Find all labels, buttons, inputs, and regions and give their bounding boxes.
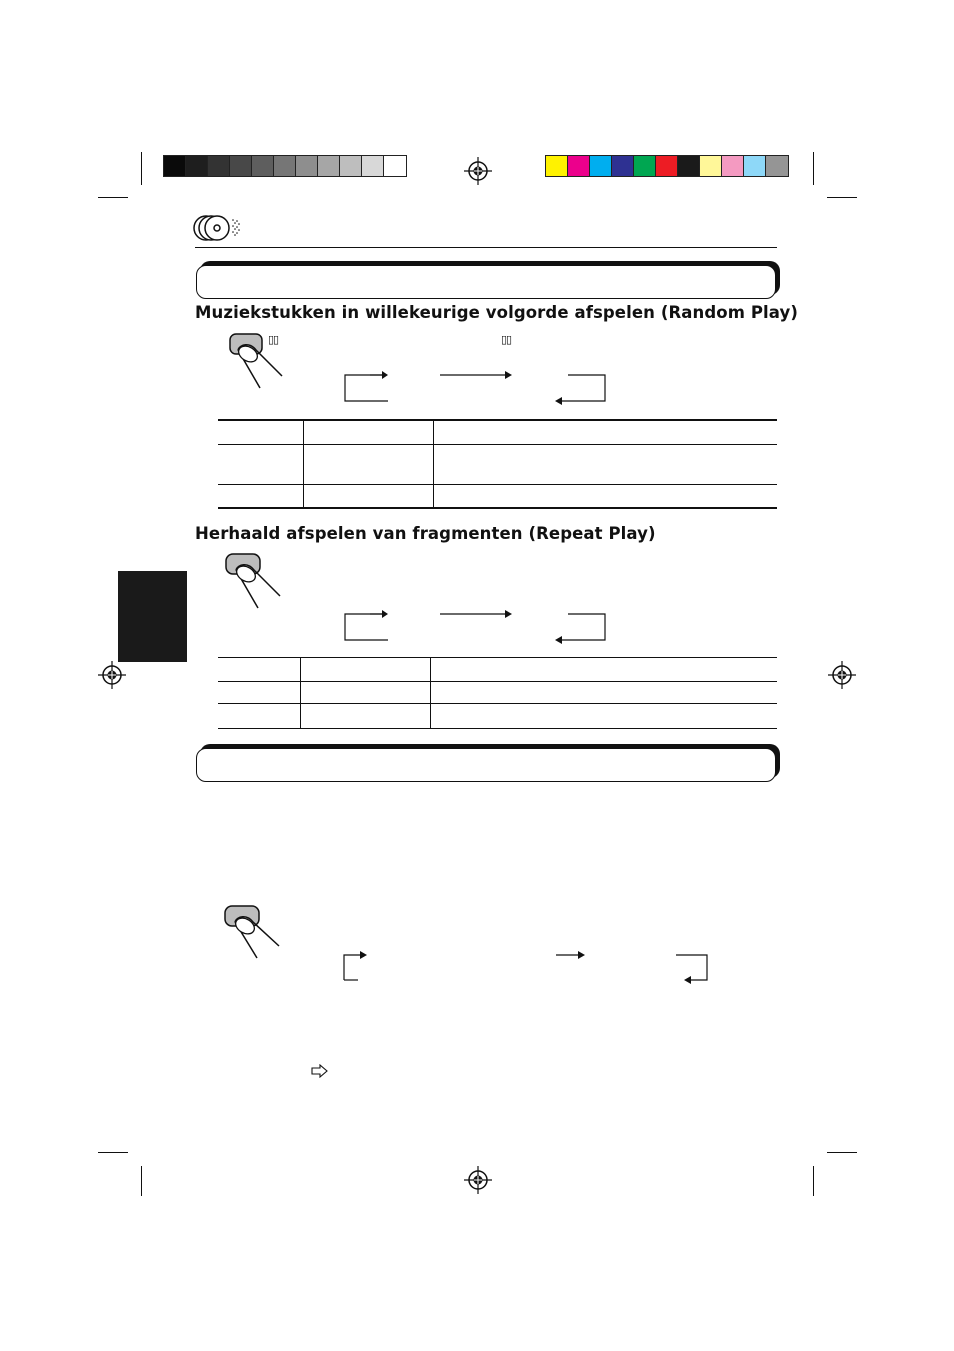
crop-mark: [827, 1152, 857, 1153]
grayscale-swatch: [164, 156, 186, 176]
color-swatch: [612, 156, 634, 176]
display-glyph: ▯▯: [501, 333, 512, 346]
crop-mark: [813, 1166, 814, 1196]
color-swatch: [766, 156, 788, 176]
crop-mark: [98, 197, 128, 198]
repeat-play-table: [218, 657, 777, 729]
grayscale-swatch: [274, 156, 296, 176]
color-swatch: [590, 156, 612, 176]
color-swatch: [722, 156, 744, 176]
mode-cycle-diagram: [340, 365, 612, 409]
grayscale-swatch: [318, 156, 340, 176]
crosshair-registration-mark-icon: [464, 1166, 492, 1194]
color-swatch: [546, 156, 568, 176]
grayscale-swatch: [230, 156, 252, 176]
hollow-right-arrow-icon: [311, 1064, 329, 1078]
color-swatch: [744, 156, 766, 176]
finger-pressing-button-icon: [222, 550, 288, 612]
finger-pressing-button-icon: [226, 330, 288, 392]
section-title-box: [196, 265, 776, 299]
color-swatch: [678, 156, 700, 176]
color-swatch: [634, 156, 656, 176]
crosshair-registration-mark-icon: [828, 661, 856, 689]
grayscale-swatch: [362, 156, 384, 176]
color-swatch: [700, 156, 722, 176]
color-swatch: [568, 156, 590, 176]
finger-pressing-button-icon: [221, 902, 287, 962]
crop-mark: [141, 1166, 142, 1196]
crosshair-registration-mark-icon: [464, 157, 492, 185]
grayscale-swatch: [384, 156, 406, 176]
grayscale-swatch: [208, 156, 230, 176]
color-swatch: [656, 156, 678, 176]
random-play-table: [218, 419, 777, 509]
section-title-box: [196, 748, 776, 782]
header-rule: [195, 247, 777, 248]
crop-mark: [827, 197, 857, 198]
mode-cycle-diagram: [340, 604, 612, 648]
language-side-tab: [118, 571, 187, 662]
random-play-heading: Muziekstukken in willekeurige volgorde afspelen (Random Play): [195, 303, 799, 322]
color-calibration-bar: [545, 155, 789, 177]
crop-mark: [813, 152, 814, 185]
crop-mark: [98, 1152, 128, 1153]
mode-cycle-diagram: [338, 946, 712, 986]
button-glyph: ▯▯: [268, 333, 279, 346]
cd-stack-icon: [193, 212, 249, 244]
crop-mark: [141, 152, 142, 185]
grayscale-swatch: [296, 156, 318, 176]
grayscale-swatch: [252, 156, 274, 176]
repeat-play-heading: Herhaald afspelen van fragmenten (Repeat Play): [195, 524, 656, 543]
grayscale-swatch: [340, 156, 362, 176]
crosshair-registration-mark-icon: [98, 661, 126, 689]
grayscale-swatch: [186, 156, 208, 176]
grayscale-calibration-bar: [163, 155, 407, 177]
